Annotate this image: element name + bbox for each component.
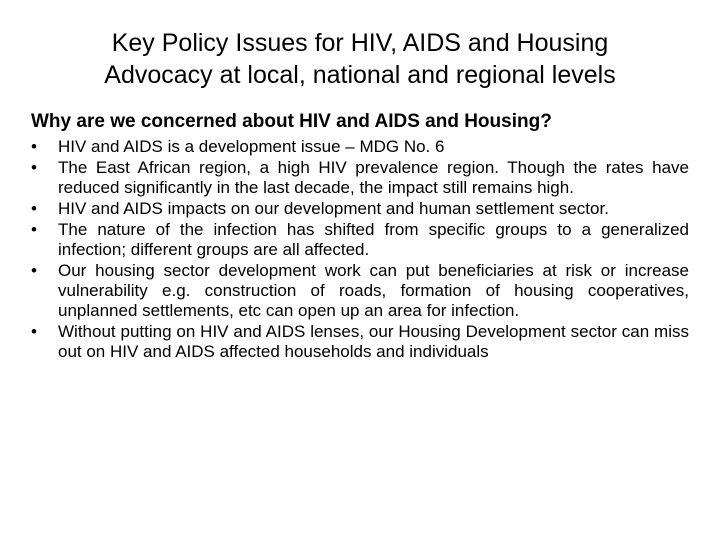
bullet-text: HIV and AIDS is a development issue – MDG No. 6 bbox=[58, 137, 445, 156]
slide-title bbox=[20, 27, 700, 91]
slide-title-line-1: Key Policy Issues for HIV, AIDS and Housing bbox=[111, 29, 609, 57]
bullet-text: The nature of the infection has shifted from specific groups to a generalized infection; different groups are all affected. bbox=[58, 220, 689, 259]
bullet-item bbox=[31, 261, 689, 321]
slide-title-line-2: Advocacy at local, national and regional levels bbox=[104, 61, 616, 89]
bullet-item bbox=[31, 220, 689, 260]
bullet-dot: • bbox=[31, 220, 37, 239]
bullet-dot: • bbox=[31, 158, 37, 177]
bullet-text: HIV and AIDS impacts on our development and human settlement sector. bbox=[58, 199, 609, 218]
bullet-text: Without putting on HIV and AIDS lenses, our Housing Development sector can miss out on HIV and AIDS affected households and individuals bbox=[58, 322, 689, 361]
bullet-dot: • bbox=[31, 199, 37, 218]
bullet-item bbox=[31, 137, 689, 157]
bullet-list bbox=[31, 137, 689, 363]
bullet-text: Our housing sector development work can put beneficiaries at risk or increase vulnerability e.g. construction of roads, formation of housing cooperatives, unplanned settlements, etc can open up an area for infection. bbox=[58, 261, 689, 320]
bullet-item bbox=[31, 199, 689, 219]
bullet-item bbox=[31, 158, 689, 198]
bullet-dot: • bbox=[31, 137, 37, 156]
bullet-dot: • bbox=[31, 322, 37, 341]
slide-subtitle: Why are we concerned about HIV and AIDS and Housing? bbox=[31, 111, 552, 132]
bullet-item bbox=[31, 322, 689, 362]
bullet-dot: • bbox=[31, 261, 37, 280]
bullet-text: The East African region, a high HIV prevalence region. Though the rates have reduced significantly in the last decade, the impact still remains high. bbox=[58, 158, 689, 197]
